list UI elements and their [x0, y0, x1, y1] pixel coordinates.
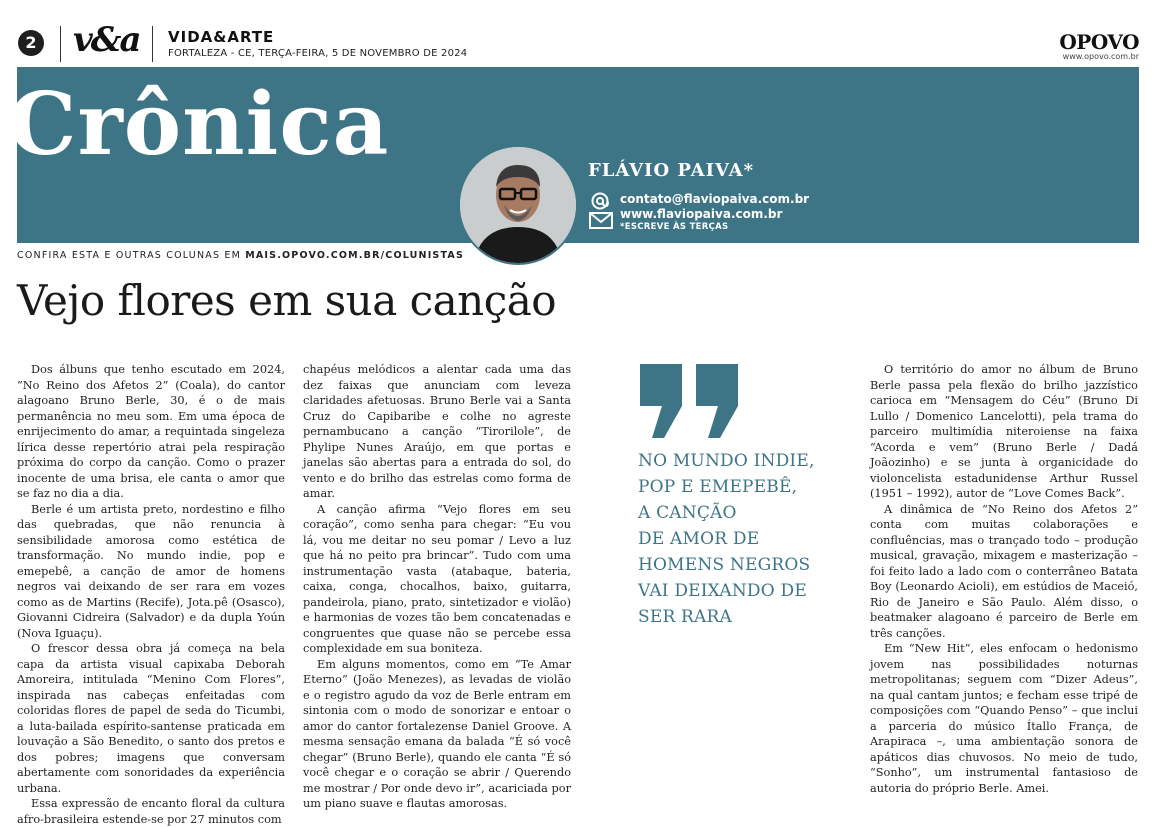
brand-logo: OPOVO: [1059, 30, 1139, 54]
envelope-icon: [590, 213, 612, 228]
promo-line: [17, 250, 464, 261]
paragraph: chapéus melódicos a alentar cada uma das dez faixas que anunciam com leveza claridades afetuosas. Bruno Berle vai a Santa Cruz do Capibaribe e colhe no agreste pernambucano a canção “Tirorilole”, de Phylipe Nunes Araújo, em que portas e janelas são abertas para a entrada do sol, do vento e do brilho das estrelas como forma de amar.: [303, 363, 571, 500]
author-name: FLÁVIO PAIVA*: [588, 160, 754, 181]
pull-quote-line: SER RARA: [638, 607, 733, 627]
pull-quote-line: A CANÇÃO: [638, 503, 737, 523]
paragraph: A canção afirma “Vejo flores em seu coração”, como senha para chegar: “Eu vou lá, vou me deitar no seu pomar / Levo a luz que há no peito pra brincar”. Tudo com uma instrumentação vasta (atabaque, bateria, caixa, conga, chocalhos, baixo, guitarra, pandeirola, piano, prato, sintetizador e violão) e harmonias de vozes tão bem concatenadas e congruentes que quase não se percebe essa complexidade em sua boniteza.: [303, 502, 571, 655]
dateline: FORTALEZA - CE, TERÇA-FEIRA, 5 DE NOVEMBRO DE 2024: [168, 48, 468, 59]
quote-marks-icon: [638, 362, 742, 442]
divider: [152, 26, 153, 62]
page-number: 2: [18, 30, 44, 56]
divider: [60, 26, 61, 62]
paragraph: Essa expressão de encanto floral da cultura afro-brasileira estende-se por 27 minutos com: [17, 797, 285, 826]
paragraph: Em “New Hit”, eles enfocam o hedonismo jovem nas possibilidades noturnas metropolitanas; seguem com “Dizer Adeus”, na qual cantam juntos; e fecham esse tripé de composições com “Quando Penso” – que inclui a parceria do músico Ítallo França, de Arapiraca –, uma ambientação sonora de apáticos dias chuvosos. No meio de tudo, “Sonho”, um instrumental fantasioso de autoria do próprio Berle. Amei.: [870, 642, 1138, 795]
paragraph: O território do amor no álbum de Bruno Berle passa pela flexão do brilho jazzístico carioca em “Mensagem do Céu” (Bruno Di Lullo / Domenico Lancelotti), pela trama do parceiro multimídia niteroiense na faixa “Acorda e vem” (Bruno Berle / Dadá Joãozinho) e se junta à organicidade do violoncelista estadunidense Arthur Russel (1951 – 1992), autor de “Love Comes Back”.: [870, 363, 1138, 500]
schedule-note: *ESCREVE ÀS TERÇAS: [620, 222, 729, 232]
at-sign-icon: [593, 194, 609, 209]
page-header: [0, 0, 1159, 66]
paragraph: A dinâmica de “No Reino dos Afetos 2” conta com muitas colaborações e confluências, mas o trançado todo – produção musical, gravação, mixagem e masterização – foi feito lado a lado com o conterrâneo Batata Boy (Leonardo Acioli), em estúdios de Maceió, Rio de Janeiro e São Paulo. Além disso, o beatmaker alagoano é parceiro de Berle em três canções.: [870, 502, 1138, 640]
paragraph: Dos álbuns que tenho escutado em 2024, “No Reino dos Afetos 2” (Coala), do cantor alagoano Bruno Berle, 30, é o de mais permanência no meu som. Em uma época de enrijecimento do amar, a requintada singeleza lírica desse repertório atrai pela respiração próxima do corpo da canção. Como o prazer inocente de uma brisa, ele canta o amor que se faz no dia a dia.: [17, 363, 285, 500]
paragraph: Em alguns momentos, como em “Te Amar Eterno” (João Menezes), as levadas de violão e o registro agudo da voz de Berle entram em sintonia com o modo de sonorizar e entoar o amor do cantor fortalezense Daniel Groove. A mesma sensação emana da balada “É só você chegar” (Bruno Berle), quando ele canta “É só você chegar e o coração se abrir / Querendo me mostrar / Por onde devo ir”, acariciada por um piano suave e flautas amorosas.: [303, 657, 571, 810]
column-kicker: Crônica: [8, 74, 390, 175]
promo-link[interactable]: MAIS.OPOVO.COM.BR/COLUNISTAS: [245, 250, 465, 261]
author-portrait-icon: [460, 147, 576, 263]
contact-icons: [588, 192, 616, 236]
pull-quote-line: NO MUNDO INDIE,: [638, 451, 815, 471]
article-column-2: [303, 362, 571, 812]
pull-quote-text: [638, 448, 818, 630]
paragraph: Berle é um artista preto, nordestino e filho das quebradas, que não renuncia à sensibilidade amorosa como estética de transformação. No mundo indie, pop e emepebê, a canção de amor de homens negros vai deixando de ser rara em vozes como as de Martins (Recife), Jota.pê (Osasco), Giovanni Cidreira (Salvador) e da dupla Yoún (Nova Iguaçu).: [17, 502, 285, 640]
section-name: VIDA&ARTE: [168, 28, 275, 46]
author-email-link[interactable]: contato@flaviopaiva.com.br: [620, 192, 810, 206]
author-photo: [458, 145, 578, 265]
pull-quote-line: VAI DEIXANDO DE: [638, 581, 807, 601]
pull-quote-line: HOMENS NEGROS: [638, 555, 811, 575]
article-headline: Vejo flores em sua canção: [17, 276, 557, 325]
promo-text: CONFIRA ESTA E OUTRAS COLUNAS EM: [17, 250, 246, 261]
author-website-link[interactable]: www.flaviopaiva.com.br: [620, 207, 783, 221]
article-column-3: [870, 362, 1138, 796]
supplement-logo: v&a: [73, 20, 140, 60]
pull-quote-line: POP E EMEPEBÊ,: [638, 477, 798, 497]
paragraph: O frescor dessa obra já começa na bela capa da artista visual capixaba Deborah Amoreira, intitulada “Menino Com Flores”, inspirada nas cabeças enfeitadas com coloridas flores de papel de seda do Ticumbi, a luta-bailada espírito-santense praticada em louvação a São Benedito, o santo dos pretos e dos pobres; imagens que conversam abertamente com sonoridades da experiência urbana.: [17, 642, 285, 795]
pull-quote-line: DE AMOR DE: [638, 529, 760, 549]
article-column-1: [17, 362, 285, 827]
brand-url[interactable]: www.opovo.com.br: [1062, 52, 1139, 61]
